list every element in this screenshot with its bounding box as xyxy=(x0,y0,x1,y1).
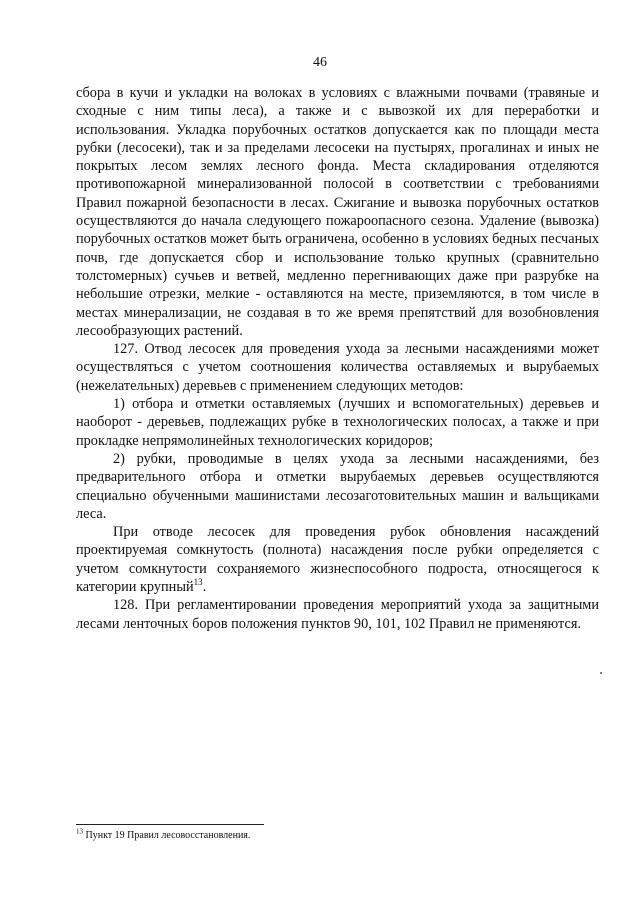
footnote-marker: 13 xyxy=(76,827,83,836)
footnote xyxy=(76,827,251,842)
paragraph-method-2: 2) рубки, проводимые в целях ухода за лесными насаждениями, без предварительного отбора и отметки вырубаемых деревьев осуществляются специально обученными машинистами лесозаготовительных машин и вальщиками леса. xyxy=(76,450,599,522)
footnote-text: Пункт 19 Правил лесовосстановления. xyxy=(83,830,251,841)
footnote-divider xyxy=(76,824,264,825)
footnote-reference: 13 xyxy=(193,577,203,588)
body-text xyxy=(76,84,599,633)
paragraph-renewal-felling xyxy=(76,523,599,596)
paragraph-renewal-felling-text: При отводе лесосек для проведения рубок обновления насаждений проектируемая сомкнутость (полнота) насаждения после рубки определяется с учетом сомкнутости сохраняемого жизнеспособного подроста, относящегося к категории крупный xyxy=(76,524,599,596)
page-number: 46 xyxy=(313,55,327,70)
paragraph-item-127: 127. Отвод лесосек для проведения ухода за лесными насаждениями может осуществляться с учетом соотношения количества оставляемых и вырубаемых (нежелательных) деревьев с применением следующих методов: xyxy=(76,341,599,394)
paragraph-continuation: сбора в кучи и укладки на волоках в условиях с влажными почвами (травяные и сходные с ним типы леса), а также и с вывозкой их для переработки и использования. Укладка порубочных остатков допускается как по площади места рубки (лесосеки), так и за пределами лесосеки на пустырях, прогалинах и иных не покрытых лесом землях лесного фонда. Места складирования отделяются противопожарной минерализованной полосой в соответствии с требованиями Правил пожарной безопасности в лесах. Сжигание и вывозка порубочных остатков осуществляются до начала следующего пожароопасного сезона. Удаление (вывозка) порубочных остатков может быть ограничена, особенно в условиях бедных песчаных почв, где допускается сбор и использование только крупных (сравнительно толстомерных) сучьев и ветвей, медленно перегнивающих даже при разрубке на небольшие отрезки, мелкие - оставляются на месте, приземляются, в том числе в местах минерализации, не создавая в то же время препятствий для возобновления лесообразующих растений. xyxy=(76,85,599,339)
scan-speck xyxy=(600,672,602,674)
paragraph-renewal-felling-end: . xyxy=(202,579,207,596)
paragraph-item-128: 128. При регламентировании проведения мероприятий ухода за защитными лесами ленточных боров положения пунктов 90, 101, 102 Правил не применяются. xyxy=(76,597,599,632)
paragraph-method-1: 1) отбора и отметки оставляемых (лучших и вспомогательных) деревьев и наоборот - деревьев, подлежащих рубке в технологических полосах, а также и при прокладке непрямолинейных технологических коридоров; xyxy=(76,396,599,449)
